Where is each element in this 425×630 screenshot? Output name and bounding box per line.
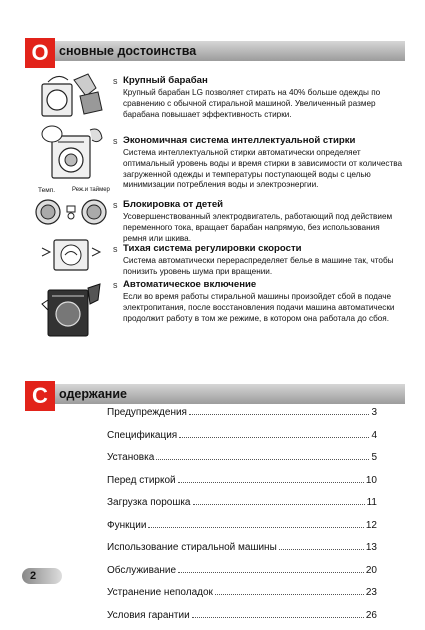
toc-page: 10 (366, 475, 377, 486)
toc-page: 11 (367, 497, 377, 508)
header-initial: С (25, 381, 55, 411)
feature-title: Крупный барабан (123, 75, 403, 87)
page-number-value: 2 (22, 568, 44, 584)
toc-page: 20 (366, 565, 377, 576)
toc-title: Устранение неполадок (107, 587, 213, 598)
feature-large-drum (113, 75, 403, 120)
smart-wash-illustration (38, 122, 108, 184)
feature-title: Блокировка от детей (123, 199, 403, 211)
toc-item-warranty[interactable] (107, 608, 377, 630)
toc-title: Загрузка порошка (107, 497, 191, 508)
toc-title: Спецификация (107, 430, 177, 441)
toc-leader (178, 563, 364, 573)
toc-leader (189, 405, 369, 415)
toc-page: 13 (366, 542, 377, 553)
feature-body: Крупный барабан LG позволяет стирать на 40% больше одежды по сравнению с обычной стиральной машиной. Увеличенный размер барабана повышает эффективность стирки. (123, 88, 403, 120)
toc-item-before-washing[interactable] (107, 473, 377, 496)
toc-title: Условия гарантии (107, 610, 190, 621)
toc-item-usage[interactable] (107, 540, 377, 563)
toc-title: Функции (107, 520, 146, 531)
feature-title: Автоматическое включение (123, 279, 403, 291)
toc-title: Установка (107, 452, 154, 463)
feature-title: Экономичная система интеллектуальной стирки (123, 135, 403, 147)
features-header (25, 38, 405, 64)
toc-page: 3 (371, 407, 377, 418)
toc-leader (279, 540, 364, 550)
rinse-spin-label: Реж.и таймер (72, 187, 110, 193)
toc-item-detergent[interactable] (107, 495, 377, 518)
large-drum-illustration (38, 70, 108, 120)
feature-quiet-speed (113, 243, 403, 278)
feature-smart-wash (113, 135, 403, 191)
toc-title: Перед стиркой (107, 475, 176, 486)
toc-item-warnings[interactable] (107, 405, 377, 428)
toc-item-troubleshooting[interactable] (107, 585, 377, 608)
speed-control-illustration (38, 238, 108, 272)
feature-body: Система автоматически перераспределяет белье в машине так, чтобы понизить уровень шума при вращении. (123, 256, 403, 278)
child-lock-buttons-illustration (34, 196, 108, 230)
toc-page: 26 (366, 610, 377, 621)
toc-page: 12 (366, 520, 377, 531)
toc-title: Использование стиральной машины (107, 542, 277, 553)
toc-page: 4 (371, 430, 377, 441)
auto-restart-illustration (38, 280, 108, 340)
features-title: сновные достоинства (59, 42, 196, 60)
contents-header (25, 381, 405, 407)
toc-page: 23 (366, 587, 377, 598)
toc-page: 5 (371, 452, 377, 463)
toc-leader (156, 450, 369, 460)
feature-body: Если во время работы стиральной машины произойдет сбой в подаче электропитания, после восстановления подачи машина автоматически продолжит работу в том же режиме, в котором она работала до сбоя. (123, 292, 403, 324)
feature-child-lock (113, 199, 403, 244)
bullet-mark: s (113, 76, 118, 86)
feature-title: Тихая система регулировки скорости (123, 243, 403, 255)
toc-leader (148, 518, 363, 528)
feature-body: Усовершенствованный электродвигатель, работающий под действием переменного тока, вращает барабан напрямую, без использования ремня или шкива. (123, 212, 403, 244)
bullet-mark: s (113, 136, 118, 146)
toc-item-specification[interactable] (107, 428, 377, 451)
toc-leader (178, 473, 364, 483)
header-initial: О (25, 38, 55, 68)
bullet-mark: s (113, 244, 118, 254)
toc-leader (215, 585, 364, 595)
toc-item-installation[interactable] (107, 450, 377, 473)
toc-item-functions[interactable] (107, 518, 377, 541)
temp-label: Темп. (38, 187, 55, 194)
toc-title: Предупреждения (107, 407, 187, 418)
toc-item-maintenance[interactable] (107, 563, 377, 586)
toc-title: Обслуживание (107, 565, 176, 576)
table-of-contents (107, 405, 377, 630)
toc-leader (192, 608, 364, 618)
page-number (22, 568, 62, 584)
contents-title: одержание (59, 385, 127, 403)
feature-auto-restart (113, 279, 403, 324)
bullet-mark: s (113, 280, 118, 290)
feature-body: Система интеллектуальной стирки автоматически определяет оптимальный уровень воды и время стирки в зависимости от количества загруженной одежды и температуры поступающей воды с целью минимизации потребления воды и электроэнергии. (123, 148, 403, 191)
toc-leader (179, 428, 369, 438)
bullet-mark: s (113, 200, 118, 210)
toc-leader (193, 495, 365, 505)
